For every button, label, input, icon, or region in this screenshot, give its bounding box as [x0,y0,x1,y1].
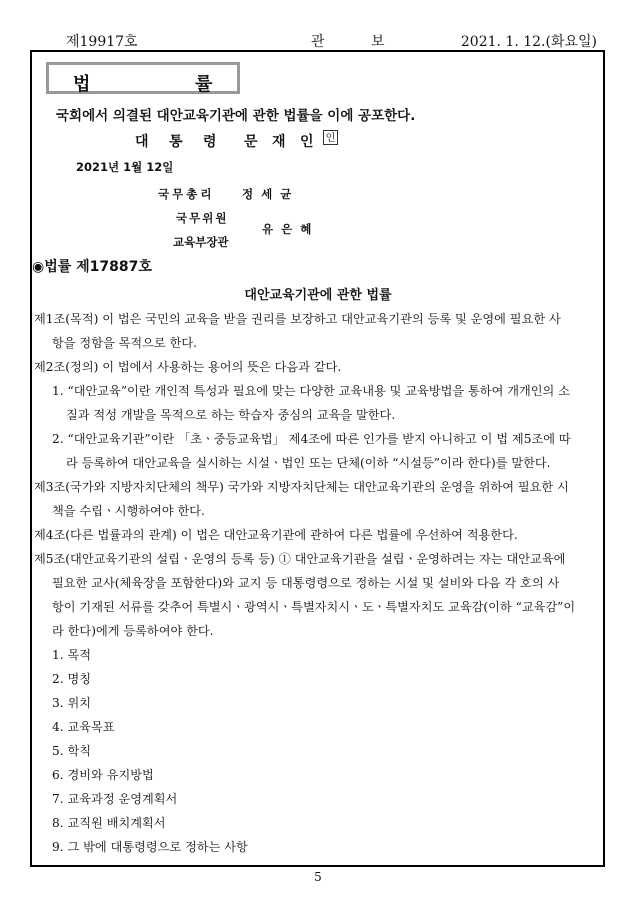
minister-name: 유 은 혜 [262,222,314,236]
article-1-line-1: 제1조(목적) 이 법은 국민의 교육을 받을 권리를 보장하고 대안교육기관의 등록 및 운영에 필요한 사 [34,312,561,326]
article-1-line-2: 항을 정함을 목적으로 한다. [52,336,198,350]
page-number: 5 [314,870,322,884]
law-number: ◉법률 제17887호 [32,259,152,275]
article-5-item-1: 1. 목적 [52,648,92,662]
president-name-char-2: 재 [272,134,286,150]
article-2-line-1: 제2조(정의) 이 법에서 사용하는 용어의 뜻은 다음과 같다. [34,360,342,374]
article-2-item-2-line-2: 라 등록하여 대안교육을 실시하는 시설ㆍ법인 또는 단체(이하 “시설등”이라 한다)를 말한다. [66,456,551,470]
page-header [30,28,605,50]
president-title-char-2: 통 [169,134,183,150]
article-5-item-4: 4. 교육목표 [52,720,115,734]
minister-title-line-2: 교육부장관 [173,235,229,249]
article-5-item-9: 9. 그 밖에 대통령령으로 정하는 사항 [52,840,248,854]
article-5-line-3: 항이 기재된 서류를 갖추어 특별시ㆍ광역시ㆍ특별자치시ㆍ도ㆍ특별자치도 교육감(이하 “교육감”이 [52,600,576,614]
gazette-title-char-1: 관 [311,34,325,50]
promulgation-date: 2021년 1월 12일 [76,160,174,174]
article-5-item-2: 2. 명칭 [52,672,92,686]
article-5-item-6: 6. 경비와 유지방법 [52,768,154,782]
section-heading [46,62,240,94]
issue-date: 2021. 1. 12.(화요일) [460,34,597,50]
article-3-line-1: 제3조(국가와 지방자치단체의 책무) 국가와 지방자치단체는 대안교육기관의 운영을 위하여 필요한 시 [34,480,569,494]
president-title-char-3: 령 [203,134,217,150]
article-5-item-5: 5. 학칙 [52,744,92,758]
promulgation-statement: 국회에서 의결된 대안교육기관에 관한 법률을 이에 공포한다. [56,108,416,124]
issue-number: 제19917호 [66,34,138,50]
minister-title-line-1: 국무위원 [176,211,229,225]
prime-minister-name: 정 세 균 [242,187,294,201]
article-5-item-7: 7. 교육과정 운영계획서 [52,792,178,806]
article-2-item-2-line-1: 2. “대안교육기관”이란 「초ㆍ중등교육법」 제4조에 따른 인가를 받지 아니하고 이 법 제5조에 따 [52,432,571,446]
president-name-char-3: 인 [300,134,314,150]
article-5-line-1: 제5조(대안교육기관의 설립ㆍ운영의 등록 등) ① 대안교육기관을 설립ㆍ운영하려는 자는 대안교육에 [34,552,566,566]
president-title-char-1: 대 [135,134,149,150]
section-heading-char-1: 법 [73,74,91,95]
section-heading-char-2: 률 [195,74,213,95]
article-2-item-1-line-2: 질과 적성 개발을 목적으로 하는 학습자 중심의 교육을 말한다. [66,408,396,422]
article-2-item-1-line-1: 1. “대안교육”이란 개인적 특성과 필요에 맞는 다양한 교육내용 및 교육방법을 통하여 개개인의 소 [52,384,570,398]
article-5-line-4: 라 한다)에게 등록하여야 한다. [52,624,214,638]
article-5-line-2: 필요한 교사(체육장을 포함한다)와 교지 등 대통령령으로 정하는 시설 및 설비와 다음 각 호의 사 [52,576,560,590]
article-4-line-1: 제4조(다른 법률과의 관계) 이 법은 대안교육기관에 관하여 다른 법률에 우선하여 적용한다. [34,528,518,542]
article-5-item-8: 8. 교직원 배치계획서 [52,816,166,830]
article-5-item-3: 3. 위치 [52,696,92,710]
prime-minister-title: 국무총리 [158,187,215,201]
president-name-char-1: 문 [244,134,258,150]
law-title: 대안교육기관에 관한 법률 [244,288,392,303]
gazette-title-char-2: 보 [371,34,385,50]
president-seal: 인 [323,130,338,145]
article-3-line-2: 책을 수립ㆍ시행하여야 한다. [52,504,205,518]
